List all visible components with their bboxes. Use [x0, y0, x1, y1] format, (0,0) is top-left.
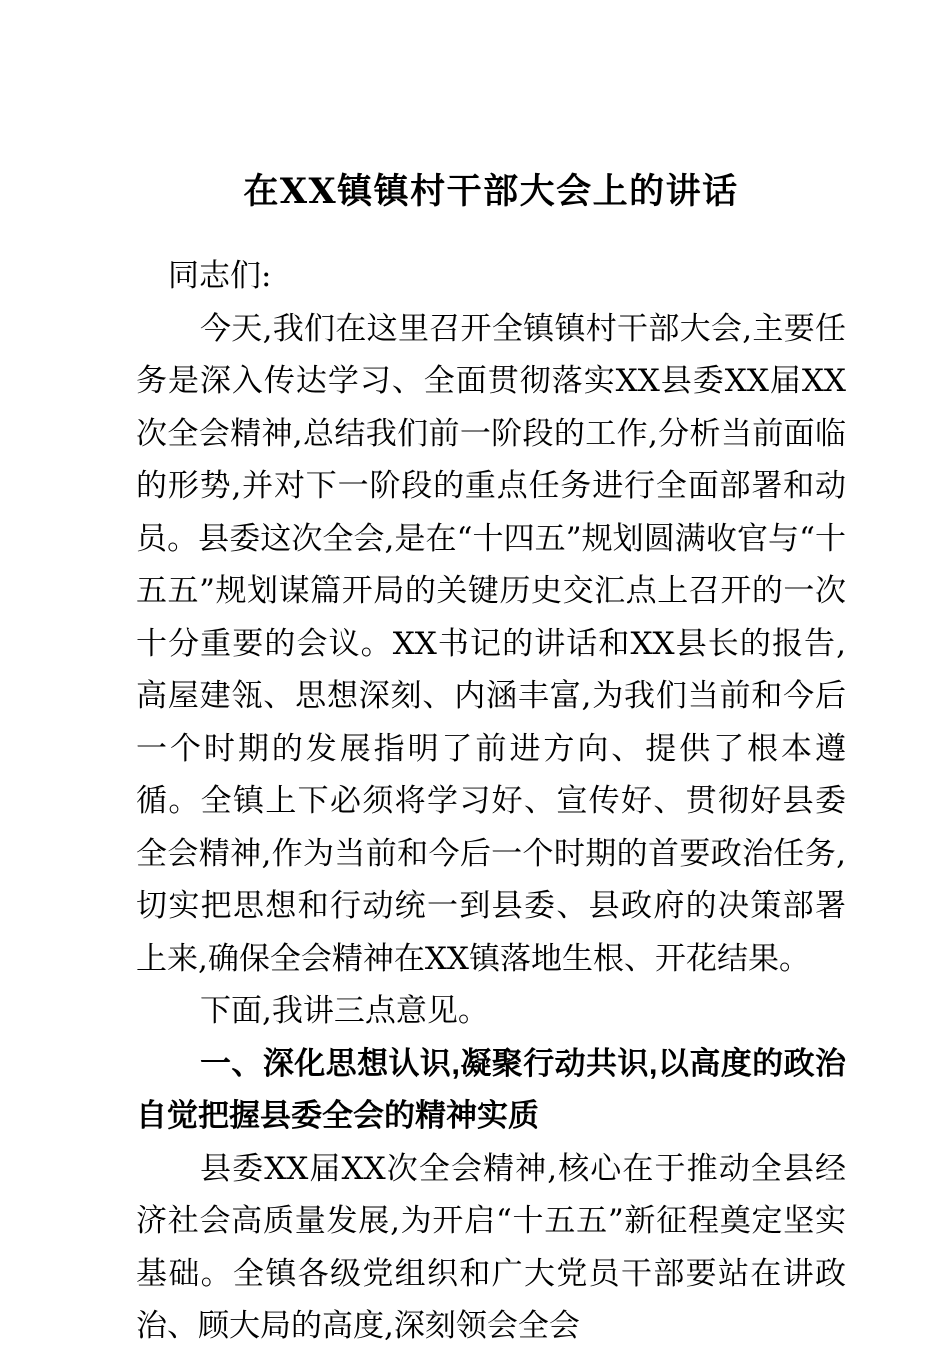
- opening-paragraph: 今天,我们在这里召开全镇镇村干部大会,主要任务是深入传达学习、全面贯彻落实XX县委XX届XX次全会精神,总结我们前一阶段的工作,分析当前面临的形势,并对下一阶段的重点任务进行全面部署和动员。县委这次全会,是在“十四五”规划圆满收官与“十五五”规划谋篇开局的关键历史交汇点上召开的一次十分重要的会议。XX书记的讲话和XX县长的报告,高屋建瓴、思想深刻、内涵丰富,为我们当前和今后一个时期的发展指明了前进方向、提供了根本遵循。全镇上下必须将学习好、宣传好、贯彻好县委全会精神,作为当前和今后一个时期的首要政治任务,切实把思想和行动统一到县委、县政府的决策部署上来,确保全会精神在XX镇落地生根、开花结果。: [136, 310, 846, 977]
- page-title: 在XX镇镇村干部大会上的讲话: [243, 171, 739, 212]
- document-content: [136, 0, 846, 1353]
- section-one-body-paragraph: 县委XX届XX次全会精神,核心在于推动全县经济社会高质量发展,为开启“十五五”新征程奠定坚实基础。全镇各级党组织和广大党员干部要站在讲政治、顾大局的高度,深刻领会全会: [136, 1150, 846, 1344]
- section-heading-one: 一、深化思想认识,凝聚行动共识,以高度的政治自觉把握县委全会的精神实质: [136, 1045, 846, 1133]
- document-body: [136, 250, 846, 1353]
- salutation: 同志们:: [168, 258, 272, 294]
- transition-paragraph: 下面,我讲三点意见。: [200, 993, 489, 1029]
